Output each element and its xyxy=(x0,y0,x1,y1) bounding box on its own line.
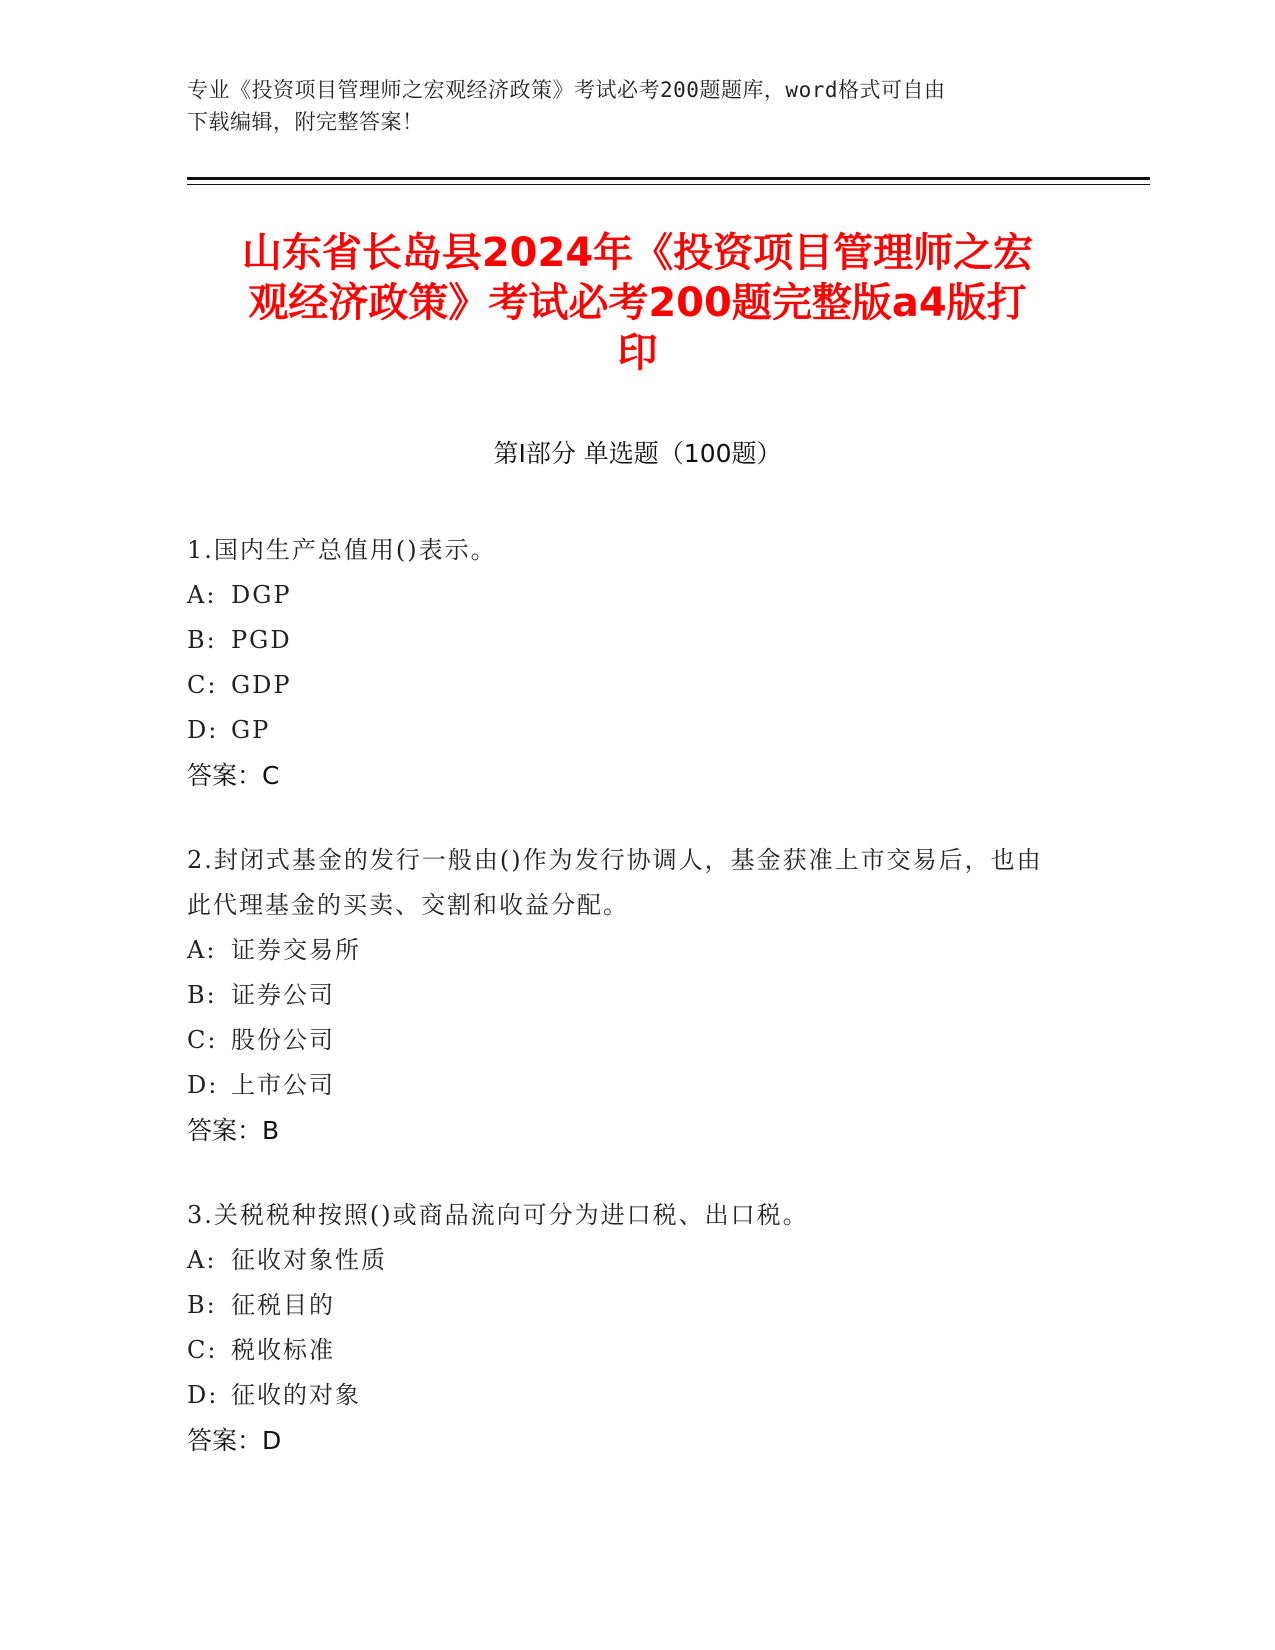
header-note-line-2: 下载编辑，附完整答案！ xyxy=(187,110,424,134)
question-option-a xyxy=(187,928,1067,973)
question-option-b xyxy=(187,618,1067,663)
header-note xyxy=(187,74,1087,138)
header-divider-thin xyxy=(187,184,1150,185)
section-heading: 第Ⅰ部分 单选题（100题） xyxy=(493,439,782,468)
question-option-d xyxy=(187,1373,1067,1418)
option-text: 证券交易所 xyxy=(231,936,361,964)
option-text: 证券公司 xyxy=(231,981,335,1009)
question-option-c xyxy=(187,663,1067,708)
question-answer: 答案：B xyxy=(187,1116,280,1145)
document-title-line-2: 观经济政策》考试必考200题完整版a4版打 xyxy=(248,280,1027,326)
option-key: B: xyxy=(187,1291,217,1319)
option-key: A: xyxy=(187,936,217,964)
option-text: PGD xyxy=(231,626,292,654)
option-text: GP xyxy=(231,716,271,744)
option-text: 股份公司 xyxy=(231,1026,335,1054)
document-title-line-3: 印 xyxy=(617,330,658,376)
question-option-d xyxy=(187,708,1067,753)
question-stem: 3.关税税种按照()或商品流向可分为进口税、出口税。 xyxy=(187,1201,809,1229)
question-option-b xyxy=(187,973,1067,1018)
option-key: D: xyxy=(187,1381,219,1409)
question-item-2 xyxy=(187,838,1067,1153)
question-option-d xyxy=(187,1063,1067,1108)
question-answer: 答案：D xyxy=(187,1426,282,1455)
option-key: C: xyxy=(187,671,218,699)
question-option-c xyxy=(187,1018,1067,1063)
option-text: 税收标准 xyxy=(231,1336,335,1364)
option-text: 上市公司 xyxy=(231,1071,335,1099)
option-key: D: xyxy=(187,1071,219,1099)
option-key: A: xyxy=(187,1246,217,1274)
question-list xyxy=(187,528,1067,1503)
question-item-3 xyxy=(187,1193,1067,1463)
question-option-b xyxy=(187,1283,1067,1328)
option-text: 征税目的 xyxy=(231,1291,335,1319)
option-key: C: xyxy=(187,1026,218,1054)
document-title-line-1: 山东省长岛县2024年《投资项目管理师之宏 xyxy=(241,230,1034,276)
question-option-a xyxy=(187,573,1067,618)
option-text: 征收的对象 xyxy=(231,1381,361,1409)
question-stem: 2.封闭式基金的发行一般由()作为发行协调人，基金获准上市交易后，也由此代理基金的买卖、交割和收益分配。 xyxy=(187,846,1043,919)
question-option-c xyxy=(187,1328,1067,1373)
option-key: A: xyxy=(187,581,217,609)
option-text: GDP xyxy=(231,671,292,699)
question-item-1 xyxy=(187,528,1067,798)
option-key: D: xyxy=(187,716,219,744)
question-stem: 1.国内生产总值用()表示。 xyxy=(187,536,497,564)
option-key: B: xyxy=(187,981,217,1009)
option-text: DGP xyxy=(231,581,292,609)
option-text: 征收对象性质 xyxy=(231,1246,387,1274)
question-answer: 答案：C xyxy=(187,761,280,790)
header-note-line-1: 专业《投资项目管理师之宏观经济政策》考试必考200题题库，word格式可自由 xyxy=(187,78,946,102)
header-divider-thick xyxy=(187,177,1150,180)
question-option-a xyxy=(187,1238,1067,1283)
option-key: C: xyxy=(187,1336,218,1364)
document-title xyxy=(150,228,1125,378)
option-key: B: xyxy=(187,626,217,654)
